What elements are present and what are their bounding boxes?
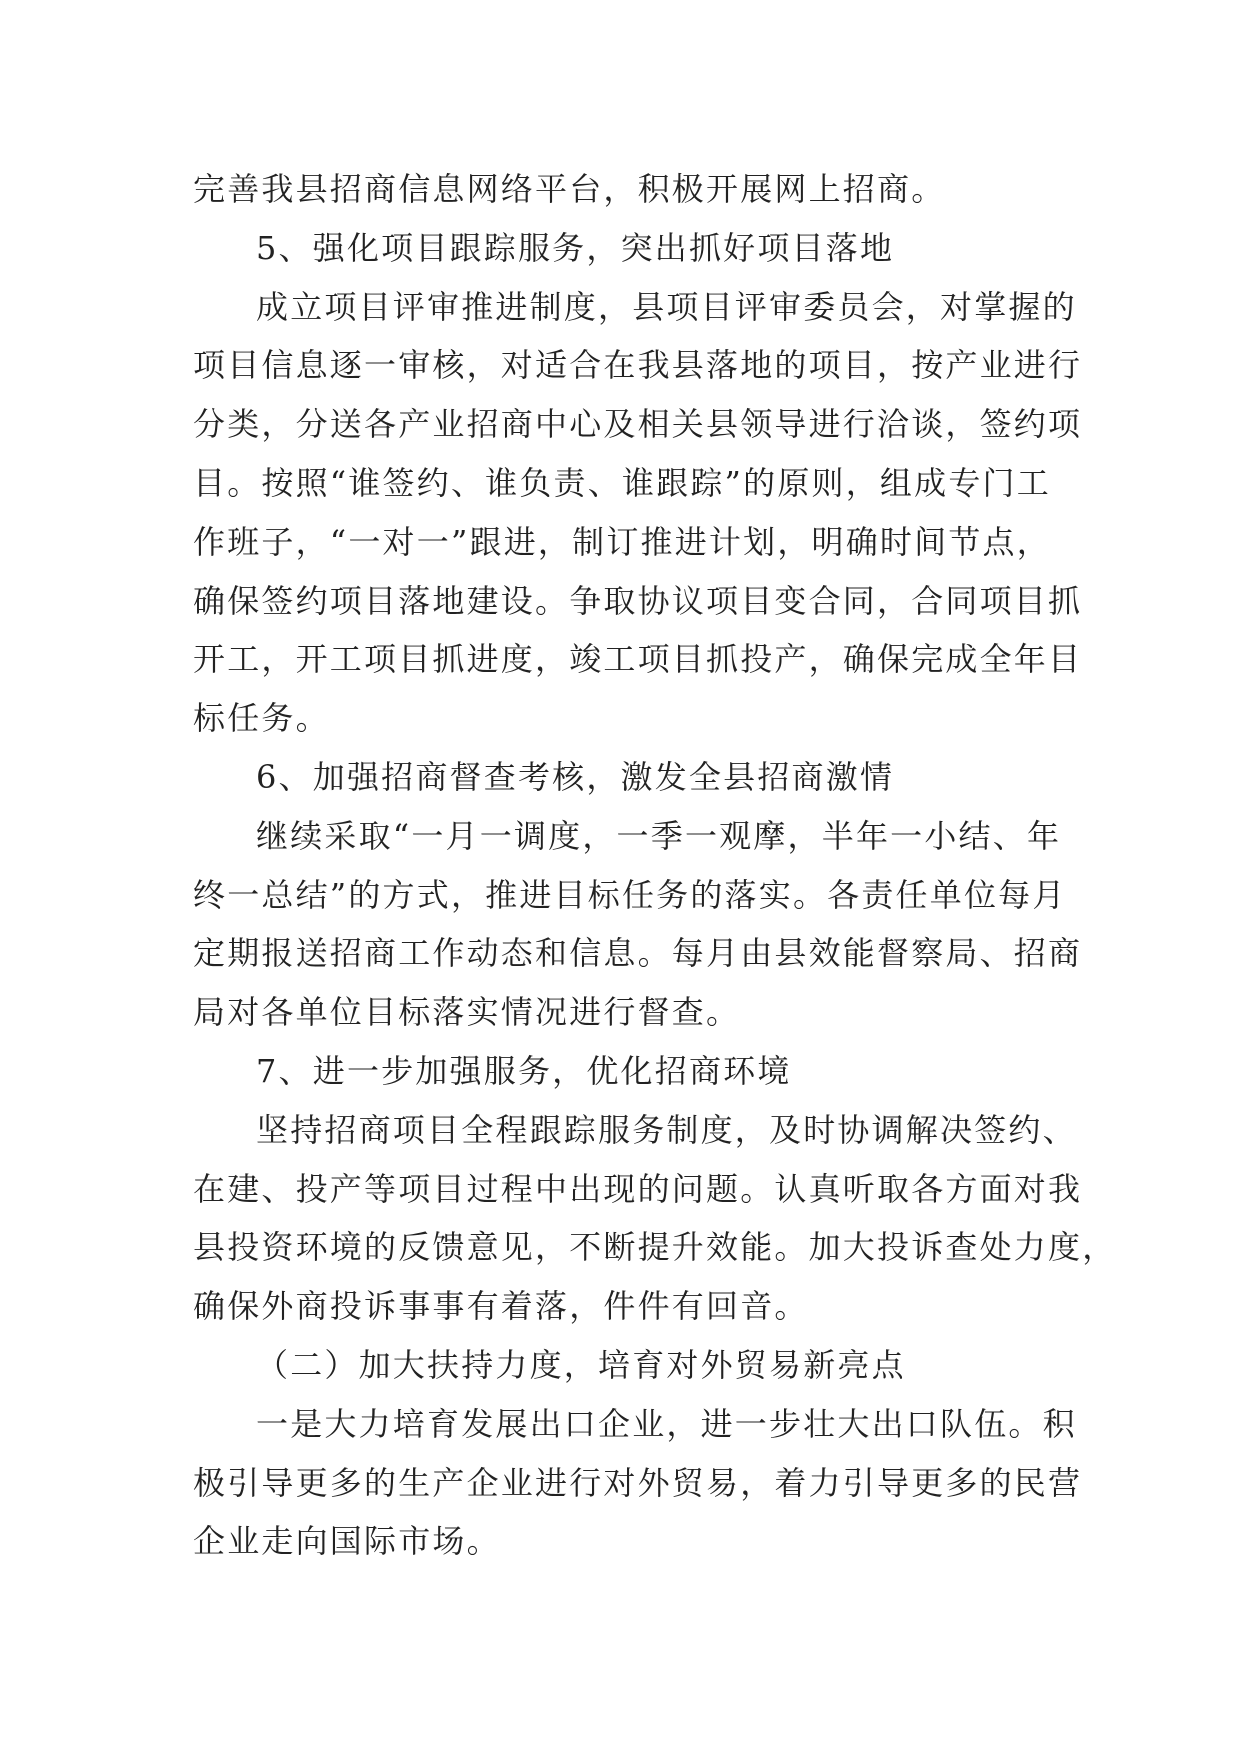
text-line: 局对各单位目标落实情况进行督查。 xyxy=(193,993,741,1032)
text-line: 企业走向国际市场。 xyxy=(193,1522,501,1561)
section-heading: （二）加大扶持力度，培育对外贸易新亮点 xyxy=(256,1345,906,1384)
text-line: 确保签约项目落地建设。争取协议项目变合同，合同项目抓 xyxy=(193,581,1083,620)
text-line: 一是大力培育发展出口企业，进一步壮大出口队伍。积 xyxy=(256,1404,1077,1443)
text-line: 县投资环境的反馈意见，不断提升效能。加大投诉查处力度， xyxy=(193,1228,1117,1267)
section-heading: 5、强化项目跟踪服务，突出抓好项目落地 xyxy=(256,228,895,267)
text-line: 坚持招商项目全程跟踪服务制度，及时协调解决签约、 xyxy=(256,1110,1077,1149)
text-line: 作班子，“一对一”跟进，制订推进计划，明确时间节点， xyxy=(193,522,1051,561)
text-line: 开工，开工项目抓进度，竣工项目抓投产，确保完成全年目 xyxy=(193,640,1083,679)
text-line: 成立项目评审推进制度，县项目评审委员会，对掌握的 xyxy=(256,287,1077,326)
text-line: 完善我县招商信息网络平台，积极开展网上招商。 xyxy=(193,170,946,208)
text-line: 项目信息逐一审核，对适合在我县落地的项目，按产业进行 xyxy=(193,346,1083,385)
text-line: 继续采取“一月一调度，一季一观摩，半年一小结、年 xyxy=(256,816,1062,855)
text-line: 目。按照“谁签约、谁负责、谁跟踪”的原则，组成专门工 xyxy=(193,463,1051,502)
text-line: 终一总结”的方式，推进目标任务的落实。各责任单位每月 xyxy=(193,875,1067,914)
text-line: 定期报送招商工作动态和信息。每月由县效能督察局、招商 xyxy=(193,934,1083,973)
section-heading: 7、进一步加强服务，优化招商环境 xyxy=(256,1051,792,1090)
text-line: 分类，分送各产业招商中心及相关县领导进行洽谈，签约项 xyxy=(193,405,1083,444)
document-page xyxy=(193,160,1117,1571)
text-line: 极引导更多的生产企业进行对外贸易，着力引导更多的民营 xyxy=(193,1463,1083,1502)
text-line: 在建、投产等项目过程中出现的问题。认真听取各方面对我 xyxy=(193,1169,1083,1208)
section-heading: 6、加强招商督查考核，激发全县招商激情 xyxy=(256,757,895,796)
text-line: 确保外商投诉事事有着落，件件有回音。 xyxy=(193,1287,809,1326)
text-line: 标任务。 xyxy=(193,699,330,738)
